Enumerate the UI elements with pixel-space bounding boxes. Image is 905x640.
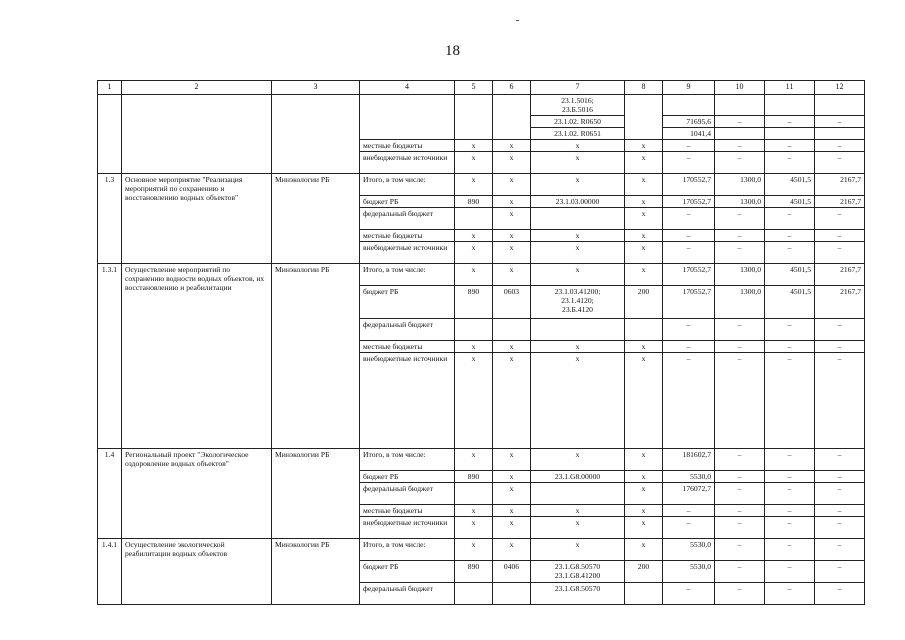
cell-c5 (455, 208, 493, 230)
header-row (98, 81, 865, 95)
cell-source: Итого, в том числе: (360, 449, 455, 471)
cell-c5: х (455, 242, 493, 264)
cell-num: 1.3.1 (98, 264, 122, 449)
cell-source: местные бюджеты (360, 505, 455, 517)
cell-c5: х (455, 505, 493, 517)
cell-c5: х (455, 152, 493, 174)
col-header: 6 (493, 81, 531, 95)
cell-c8: х (625, 341, 663, 353)
cell-c12: – (815, 242, 865, 264)
cell-c11: – (765, 116, 815, 128)
cell-source: местные бюджеты (360, 230, 455, 242)
cell-c6: х (493, 264, 531, 286)
cell-c9: 176072,7 (663, 483, 715, 505)
csr-line: 23.Б.4120 (562, 305, 593, 314)
cell-c8: х (625, 483, 663, 505)
cell-c12: – (815, 539, 865, 561)
cell-c10: – (715, 208, 765, 230)
cell-c5: х (455, 174, 493, 196)
cell-c11: – (765, 230, 815, 242)
cell-c10: – (715, 539, 765, 561)
cell-c9: 170552,7 (663, 286, 715, 319)
cell-c10: – (715, 483, 765, 505)
cell-c10: – (715, 583, 765, 605)
cell-c12: – (815, 449, 865, 471)
cell-c6: х (493, 539, 531, 561)
cell-c5: х (455, 517, 493, 539)
cell-c5 (455, 583, 493, 605)
cell-name (122, 95, 272, 174)
budget-table (97, 80, 865, 605)
cell-c10: – (715, 517, 765, 539)
cell-c8: х (625, 539, 663, 561)
cell-c6: 0603 (493, 286, 531, 319)
cell-c7: х (531, 242, 625, 264)
cell-c6: х (493, 471, 531, 483)
cell-c9: – (663, 341, 715, 353)
cell-c11: – (765, 319, 815, 341)
cell-c9: 170552,7 (663, 174, 715, 196)
cell-c8: х (625, 140, 663, 152)
cell-c11: 4501,5 (765, 174, 815, 196)
cell-c9: 170552,7 (663, 196, 715, 208)
cell-c7: х (531, 449, 625, 471)
cell-c5 (455, 319, 493, 341)
cell-csr (531, 95, 625, 116)
cell-c9: – (663, 242, 715, 264)
cell-c10: – (715, 353, 765, 449)
cell-source: бюджет РБ (360, 561, 455, 583)
cell-c10: – (715, 561, 765, 583)
cell-c6: х (493, 152, 531, 174)
cell-c8: х (625, 505, 663, 517)
cell-c11: – (765, 242, 815, 264)
cell-c5: 890 (455, 471, 493, 483)
cell-source: местные бюджеты (360, 341, 455, 353)
cell-c12: 2167,7 (815, 174, 865, 196)
cell-c11: – (765, 483, 815, 505)
table-row (98, 95, 865, 116)
cell-c10: – (715, 230, 765, 242)
table-row (98, 174, 865, 196)
cell-c7 (531, 483, 625, 505)
cell-c8: х (625, 230, 663, 242)
cell-c9: – (663, 140, 715, 152)
cell-c12: – (815, 341, 865, 353)
cell-c11: – (765, 539, 815, 561)
cell-c12: 2167,7 (815, 264, 865, 286)
cell-c12: – (815, 583, 865, 605)
cell-c6: х (493, 208, 531, 230)
cell-c8 (625, 583, 663, 605)
cell-exec: Минэкологии РБ (272, 539, 360, 605)
cell-c12: 2167,7 (815, 196, 865, 208)
cell-csr: 23.1.G8.00000 (531, 471, 625, 483)
cell-c11: – (765, 561, 815, 583)
cell-exec: Минэкологии РБ (272, 449, 360, 539)
cell-c9: – (663, 505, 715, 517)
cell-c10: – (715, 341, 765, 353)
cell-name: Региональный проект "Экологическое оздоровление водных объектов" (122, 449, 272, 539)
cell-c11 (765, 128, 815, 140)
cell-c11: 4501,5 (765, 264, 815, 286)
cell-source: Итого, в том числе: (360, 174, 455, 196)
cell-c11: 4501,5 (765, 286, 815, 319)
cell-c6 (493, 583, 531, 605)
cell-c9: 1041,4 (663, 128, 715, 140)
cell-c8: 200 (625, 561, 663, 583)
cell-c10: 1300,0 (715, 174, 765, 196)
table-row (98, 539, 865, 561)
cell-c8 (625, 319, 663, 341)
cell-csr: 23.1.03.00000 (531, 196, 625, 208)
cell-c5: х (455, 353, 493, 449)
cell-c5: х (455, 264, 493, 286)
cell-c7: х (531, 341, 625, 353)
cell-c5: х (455, 230, 493, 242)
cell-c8: 200 (625, 286, 663, 319)
cell-c5: 890 (455, 561, 493, 583)
cell-c5: х (455, 140, 493, 152)
cell-csr: 23.1.02. R0650 (531, 116, 625, 128)
cell-exec: Минэкологии РБ (272, 264, 360, 449)
cell-c11: – (765, 140, 815, 152)
cell-num: 1.4.1 (98, 539, 122, 605)
cell-c9: 5530,0 (663, 471, 715, 483)
cell-num: 1.3 (98, 174, 122, 264)
cell-c6: х (493, 353, 531, 449)
cell-c6: х (493, 242, 531, 264)
col-header: 12 (815, 81, 865, 95)
cell-source: внебюджетные источники (360, 353, 455, 449)
cell-c11: – (765, 583, 815, 605)
col-header: 11 (765, 81, 815, 95)
col-header: 5 (455, 81, 493, 95)
cell-c9: – (663, 517, 715, 539)
col-header: 4 (360, 81, 455, 95)
cell-c6: х (493, 341, 531, 353)
page-number: 18 (445, 43, 460, 59)
cell-c11: – (765, 449, 815, 471)
csr-line: 23.Б.5016 (562, 105, 593, 114)
cell-c10: – (715, 140, 765, 152)
cell-source: внебюджетные источники (360, 242, 455, 264)
cell-source: федеральный бюджет (360, 583, 455, 605)
cell-c9: 71695,6 (663, 116, 715, 128)
cell-c12: – (815, 561, 865, 583)
cell-c5: х (455, 449, 493, 471)
cell-c8: х (625, 517, 663, 539)
cell-csr: 23.1.G8.50570 (531, 583, 625, 605)
cell-c12: – (815, 353, 865, 449)
cell-c7: х (531, 517, 625, 539)
cell-c12: – (815, 319, 865, 341)
cell-c12: – (815, 517, 865, 539)
cell-c8: х (625, 174, 663, 196)
cell-c6 (493, 95, 531, 140)
cell-source: внебюджетные источники (360, 517, 455, 539)
cell-c9: – (663, 152, 715, 174)
cell-c8: х (625, 471, 663, 483)
cell-source: бюджет РБ (360, 196, 455, 208)
cell-c9: – (663, 230, 715, 242)
cell-c5: х (455, 539, 493, 561)
cell-c7 (531, 319, 625, 341)
cell-c6: х (493, 517, 531, 539)
cell-c6: х (493, 483, 531, 505)
cell-c5: х (455, 341, 493, 353)
cell-c11: – (765, 152, 815, 174)
cell-c8: х (625, 353, 663, 449)
cell-c9: – (663, 353, 715, 449)
scan-speck (516, 20, 519, 21)
cell-csr (531, 561, 625, 583)
cell-c12: – (815, 505, 865, 517)
cell-c11: – (765, 208, 815, 230)
cell-c9: 5530,0 (663, 539, 715, 561)
cell-source: бюджет РБ (360, 286, 455, 319)
col-header: 8 (625, 81, 663, 95)
cell-c8: х (625, 242, 663, 264)
cell-c10: – (715, 449, 765, 471)
cell-c10: 1300,0 (715, 264, 765, 286)
cell-c11: – (765, 341, 815, 353)
cell-name: Осуществление экологической реабилитации водных объектов (122, 539, 272, 605)
cell-source: внебюджетные источники (360, 152, 455, 174)
cell-c11: – (765, 353, 815, 449)
cell-c5: 890 (455, 196, 493, 208)
cell-c8: х (625, 196, 663, 208)
table-row (98, 449, 865, 471)
cell-name: Основное мероприятие "Реализация мероприятий по сохранению и восстановлению водных объектов" (122, 174, 272, 264)
cell-c11: – (765, 517, 815, 539)
cell-c8: х (625, 152, 663, 174)
cell-c6: 0406 (493, 561, 531, 583)
cell-source: бюджет РБ (360, 471, 455, 483)
cell-c12 (815, 95, 865, 116)
cell-c6: х (493, 174, 531, 196)
col-header: 10 (715, 81, 765, 95)
cell-c7: х (531, 230, 625, 242)
cell-source: федеральный бюджет (360, 483, 455, 505)
cell-c10: 1300,0 (715, 196, 765, 208)
cell-c12: – (815, 116, 865, 128)
cell-csr: 23.1.02. R0651 (531, 128, 625, 140)
csr-line: 23.1.G8.50570 (554, 562, 601, 571)
cell-c12: – (815, 483, 865, 505)
col-header: 9 (663, 81, 715, 95)
cell-c7: х (531, 539, 625, 561)
cell-num (98, 95, 122, 174)
cell-source (360, 95, 455, 140)
cell-c10: – (715, 471, 765, 483)
cell-c5 (455, 483, 493, 505)
csr-line: 23.1.03.41200; (554, 287, 601, 296)
col-header: 3 (272, 81, 360, 95)
cell-c6: х (493, 230, 531, 242)
cell-c8: х (625, 208, 663, 230)
cell-c5: 890 (455, 286, 493, 319)
cell-source: Итого, в том числе: (360, 539, 455, 561)
cell-csr (531, 286, 625, 319)
cell-num: 1.4 (98, 449, 122, 539)
cell-source: местные бюджеты (360, 140, 455, 152)
cell-c10: – (715, 152, 765, 174)
cell-c11: – (765, 505, 815, 517)
col-header: 2 (122, 81, 272, 95)
cell-c6: х (493, 140, 531, 152)
cell-c6: х (493, 449, 531, 471)
cell-c10: – (715, 242, 765, 264)
cell-c9 (663, 95, 715, 116)
cell-c12: – (815, 208, 865, 230)
csr-line: 23.1.4120; (561, 296, 594, 305)
col-header: 7 (531, 81, 625, 95)
cell-c7: х (531, 140, 625, 152)
cell-c11 (765, 95, 815, 116)
cell-exec (272, 95, 360, 174)
cell-c6: х (493, 196, 531, 208)
cell-c7: х (531, 264, 625, 286)
cell-c10: 1300,0 (715, 286, 765, 319)
cell-c10 (715, 128, 765, 140)
cell-c9: – (663, 208, 715, 230)
cell-c12: – (815, 471, 865, 483)
cell-c12 (815, 128, 865, 140)
cell-c11: 4501,5 (765, 196, 815, 208)
cell-c8 (625, 95, 663, 140)
cell-c9: 170552,7 (663, 264, 715, 286)
cell-c9: – (663, 319, 715, 341)
cell-c11: – (765, 471, 815, 483)
cell-c9: 181602,7 (663, 449, 715, 471)
cell-c9: 5530,0 (663, 561, 715, 583)
cell-c5 (455, 95, 493, 140)
cell-c6 (493, 319, 531, 341)
cell-c12: – (815, 152, 865, 174)
col-header: 1 (98, 81, 122, 95)
cell-exec: Минэкологии РБ (272, 174, 360, 264)
cell-c6: х (493, 505, 531, 517)
csr-line: 23.1.5016; (561, 96, 594, 105)
cell-source: федеральный бюджет (360, 319, 455, 341)
cell-c8: х (625, 264, 663, 286)
cell-source: Итого, в том числе: (360, 264, 455, 286)
cell-source: федеральный бюджет (360, 208, 455, 230)
cell-c7: х (531, 174, 625, 196)
cell-c10: – (715, 505, 765, 517)
cell-c10: – (715, 319, 765, 341)
cell-c7 (531, 208, 625, 230)
cell-c10 (715, 95, 765, 116)
cell-c7: х (531, 505, 625, 517)
cell-c12: – (815, 230, 865, 242)
cell-c12: – (815, 140, 865, 152)
table-row (98, 264, 865, 286)
cell-c10: – (715, 116, 765, 128)
cell-c12: 2167,7 (815, 286, 865, 319)
cell-c7: х (531, 152, 625, 174)
cell-c8: х (625, 449, 663, 471)
cell-c7: х (531, 353, 625, 449)
csr-line: 23.1.G8.41200 (554, 571, 601, 580)
cell-c9: – (663, 583, 715, 605)
cell-name: Осуществление мероприятий по сохранению водности водных объектов, их восстановлению и реабилитации (122, 264, 272, 449)
